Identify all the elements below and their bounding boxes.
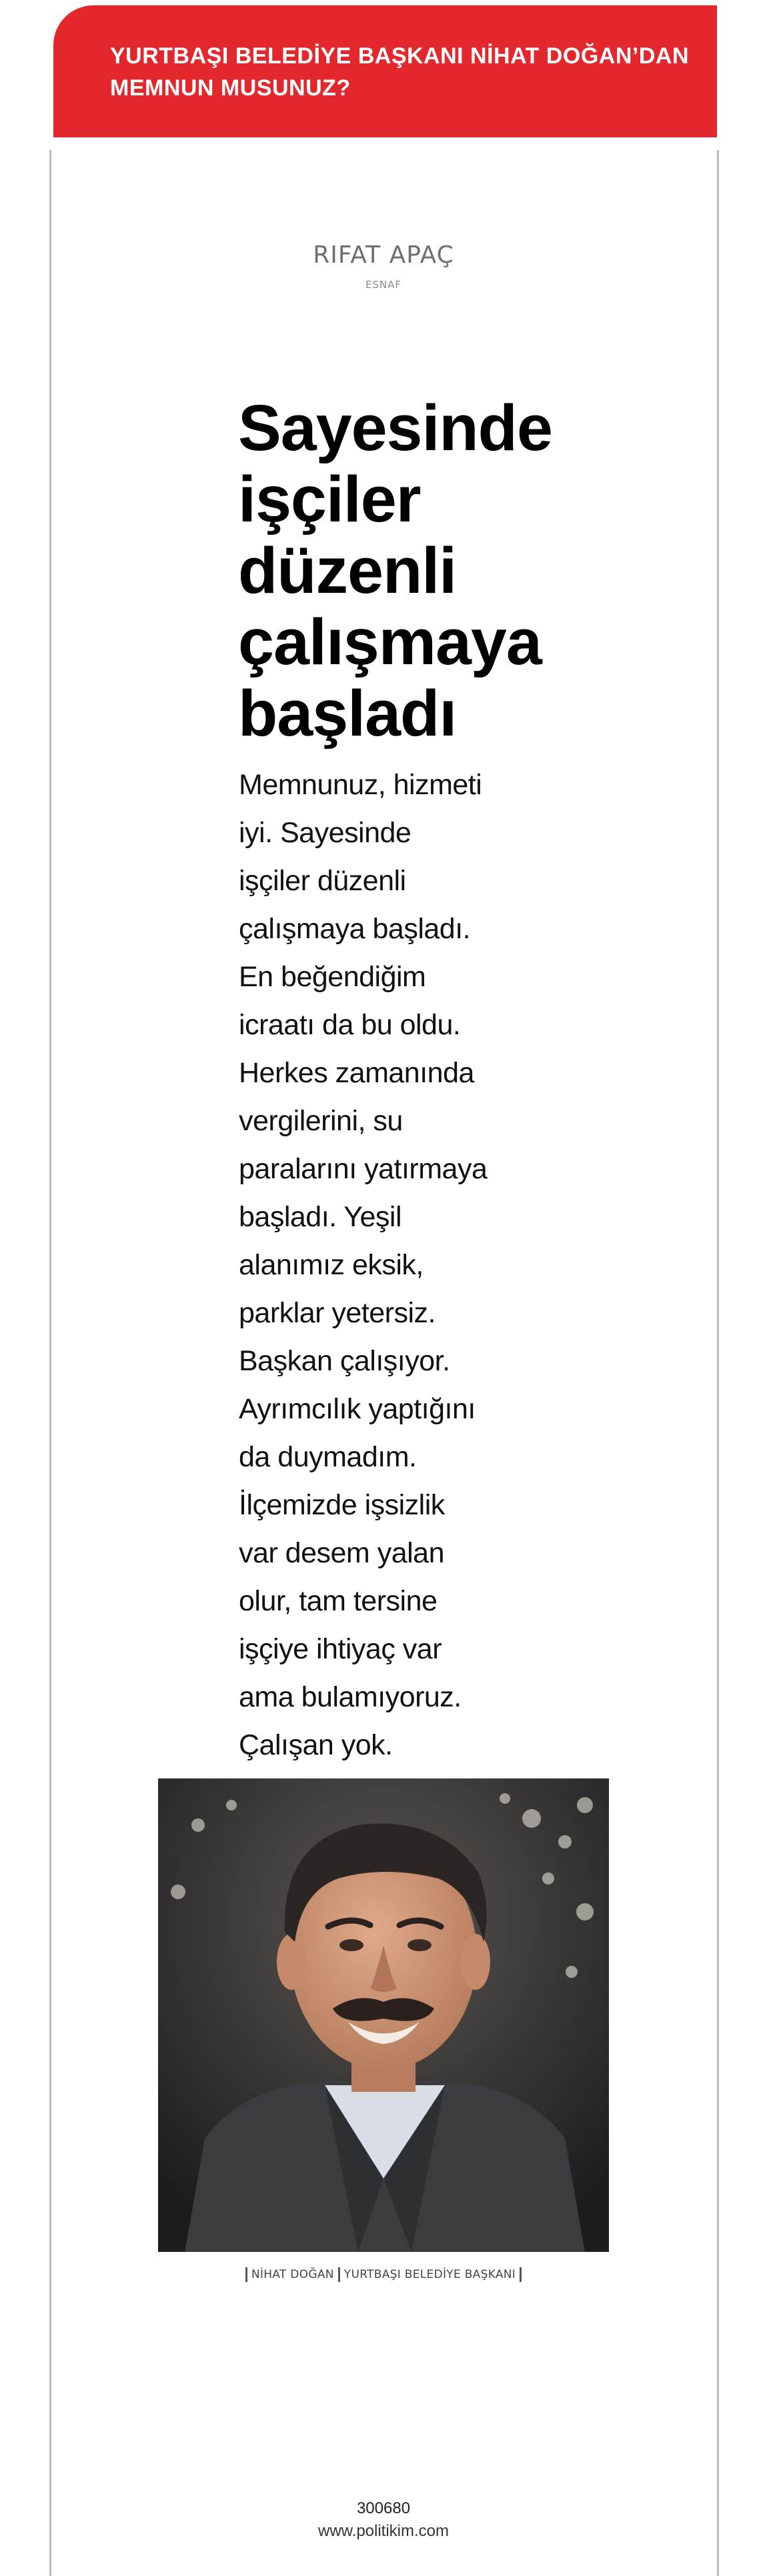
caption-divider	[338, 2267, 340, 2282]
article-headline: Sayesinde işçiler düzenli çalışmaya başladı	[238, 391, 552, 750]
left-frame-line	[49, 150, 51, 2576]
footer-code: 300680	[356, 2499, 411, 2517]
header-banner	[53, 5, 717, 137]
right-frame-line	[717, 150, 719, 2576]
article-body: Memnunuz, hizmeti iyi. Sayesinde işçiler düzenli çalışmaya başladı. En beğendiğim icraatı da bu oldu. Herkes zamanında vergilerini, su paralarını yatırmaya başladı. Yeşil alanımız eksik, parklar yetersiz. Başkan çalışıyor. Ayrımcılık yaptığını da duymadım. İlçemizde işsizlik var desem yalan olur, tam tersine işçiye ihtiyaç var ama bulamıyoruz. Çalışan yok.	[239, 769, 488, 1761]
footer-url[interactable]: www.politikim.com	[317, 2522, 450, 2540]
author-role: ESNAF	[365, 279, 402, 291]
caption-divider	[245, 2267, 247, 2282]
photo-caption	[0, 2267, 767, 2282]
caption-divider	[520, 2267, 522, 2282]
portrait-photo	[158, 1778, 609, 2252]
caption-name: NİHAT DOĞAN	[251, 2268, 334, 2281]
author-name: RIFAT APAÇ	[313, 241, 454, 269]
portrait-illustration	[158, 1778, 609, 2252]
banner-title: YURTBAŞI BELEDİYE BAŞKANI NİHAT DOĞAN’DAN MEMNUN MUSUNUZ?	[110, 43, 690, 101]
caption-title: YURTBAŞI BELEDİYE BAŞKANI	[343, 2268, 516, 2281]
